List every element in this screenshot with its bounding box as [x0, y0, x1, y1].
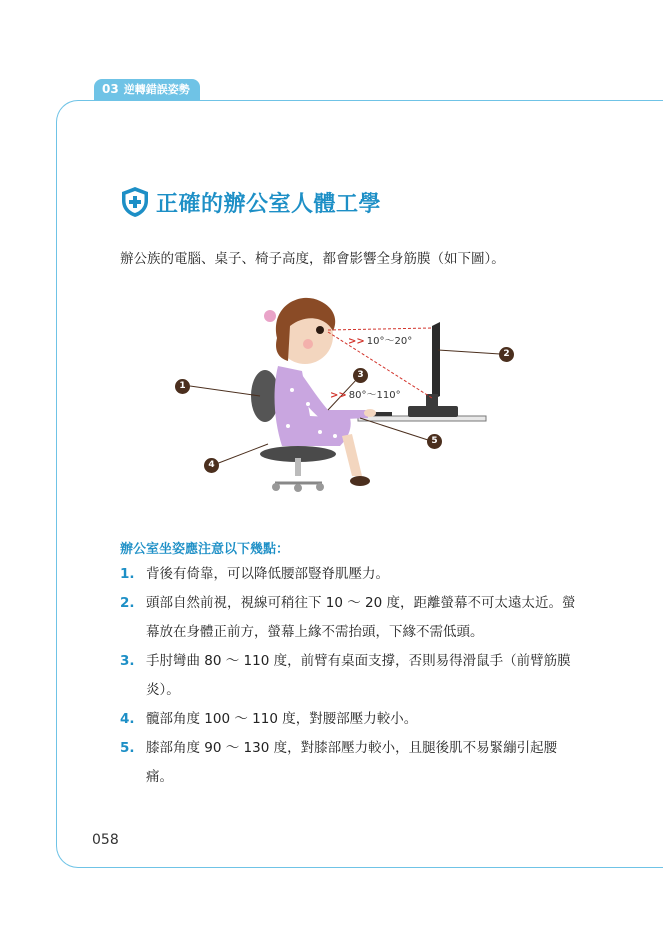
callout-1: 1: [175, 379, 190, 394]
angle-arrow-icon: >>: [330, 390, 347, 401]
list-number: 1.: [120, 566, 135, 582]
list-item: [120, 647, 580, 705]
list-number: 4.: [120, 711, 135, 727]
list-item: [120, 560, 580, 589]
elbow-angle-value: 80°～110°: [348, 390, 401, 401]
tips-heading: 辦公室坐姿應注意以下幾點：: [120, 542, 290, 557]
eye-angle-value: 10°～20°: [366, 336, 413, 347]
list-number: 5.: [120, 740, 135, 756]
callout-4: 4: [204, 458, 219, 473]
list-item: [120, 589, 580, 647]
list-text: 髖部角度 100 ～ 110 度，對腰部壓力較小。: [146, 711, 418, 727]
list-number: 2.: [120, 595, 135, 611]
list-text: 頭部自然前視，視線可稍往下 10 ～ 20 度，距離螢幕不可太遠太近。螢幕放在身體正前方，螢幕上緣不需抬頭，下緣不需低頭。: [146, 595, 576, 640]
callout-5: 5: [427, 434, 442, 449]
intro-text: 辦公族的電腦、桌子、椅子高度，都會影響全身筋膜（如下圖）。: [120, 251, 505, 267]
list-text: 膝部角度 90 ～ 130 度，對膝部壓力較小，且腿後肌不易緊繃引起腰痛。: [146, 740, 558, 785]
ergonomics-illustration: [170, 286, 510, 498]
callout-3: 3: [353, 368, 368, 383]
chapter-title: 逆轉錯誤姿勢: [123, 83, 190, 96]
eye-angle-label: [348, 332, 412, 347]
tips-list: [120, 560, 580, 792]
chapter-number: 03: [102, 82, 119, 96]
callout-2: 2: [499, 347, 514, 362]
section-title: [120, 186, 381, 218]
elbow-angle-label: [330, 386, 401, 401]
section-heading: 正確的辦公室人體工學: [156, 191, 382, 217]
shield-plus-icon: [120, 186, 150, 218]
list-item: [120, 705, 580, 734]
list-text: 手肘彎曲 80 ～ 110 度，前臂有桌面支撐，否則易得滑鼠手（前臂筋膜炎）。: [146, 653, 571, 698]
list-number: 3.: [120, 653, 135, 669]
angle-arrow-icon: >>: [348, 336, 365, 347]
list-item: [120, 734, 580, 792]
page-number: 058: [92, 832, 119, 848]
chapter-tab: [94, 79, 200, 100]
list-text: 背後有倚靠，可以降低腰部豎脊肌壓力。: [146, 566, 389, 582]
